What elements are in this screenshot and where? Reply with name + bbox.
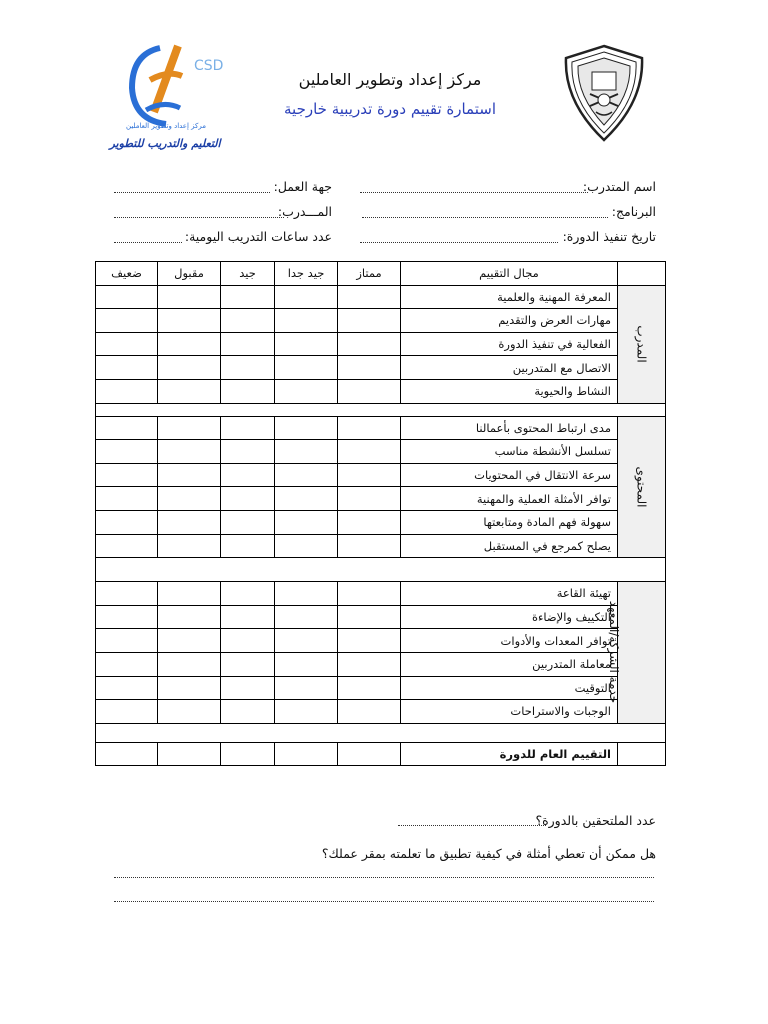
- item-cell: مهارات العرض والتقديم: [401, 309, 618, 333]
- participants-question: عدد الملتحقين بالدورة؟: [535, 813, 656, 828]
- item-cell: التكييف والإضاءة: [401, 605, 618, 629]
- rating-cell[interactable]: [221, 629, 275, 653]
- examples-answer-line-1[interactable]: [114, 877, 654, 878]
- rating-cell[interactable]: [275, 605, 338, 629]
- item-cell: سرعة الانتقال في المحتويات: [401, 463, 618, 487]
- rating-cell[interactable]: [96, 676, 158, 700]
- rating-cell[interactable]: [275, 356, 338, 380]
- table-row: [96, 605, 666, 629]
- table-row: [96, 676, 666, 700]
- rating-cell[interactable]: [338, 332, 401, 356]
- rating-cell[interactable]: [158, 582, 221, 606]
- rating-cell[interactable]: [221, 605, 275, 629]
- rating-cell[interactable]: [275, 652, 338, 676]
- rating-cell[interactable]: [275, 742, 338, 766]
- item-cell: المعرفة المهنية والعلمية: [401, 285, 618, 309]
- rating-cell[interactable]: [96, 605, 158, 629]
- overall-blank: [618, 742, 666, 766]
- program-label: البرنامج:: [611, 204, 656, 219]
- rating-cell[interactable]: [275, 582, 338, 606]
- rating-cell[interactable]: [96, 534, 158, 558]
- table-row: [96, 510, 666, 534]
- rating-cell[interactable]: [221, 652, 275, 676]
- rating-cell[interactable]: [96, 742, 158, 766]
- table-row: [96, 700, 666, 724]
- rating-cell[interactable]: [275, 332, 338, 356]
- logo-letters: CSD: [194, 58, 224, 74]
- header-evaluation-area: مجال التقييم: [401, 262, 618, 286]
- center-logo: [120, 40, 224, 130]
- daily-hours-label: عدد ساعات التدريب اليومية:: [184, 229, 332, 244]
- rating-cell[interactable]: [158, 285, 221, 309]
- rating-cell[interactable]: [96, 582, 158, 606]
- rating-cell[interactable]: [96, 652, 158, 676]
- overall-label: التقييم العام للدورة: [401, 742, 618, 766]
- trainee-name-label: اسم المتدرب:: [582, 179, 656, 194]
- table-row: [96, 487, 666, 511]
- section-trainer-label: المدرب: [618, 285, 666, 403]
- header-very-good: جيد جدا: [275, 262, 338, 286]
- rating-cell[interactable]: [96, 510, 158, 534]
- rating-cell[interactable]: [275, 534, 338, 558]
- rating-cell[interactable]: [221, 463, 275, 487]
- rating-cell[interactable]: [96, 416, 158, 440]
- item-cell: توافر المعدات والأدوات: [401, 629, 618, 653]
- rating-cell[interactable]: [221, 285, 275, 309]
- spacer-row: [96, 558, 666, 582]
- examples-question: هل ممكن أن تعطي أمثلة في كيفية تطبيق ما تعلمته بمقر عملك؟: [321, 846, 656, 861]
- table-row: [96, 440, 666, 464]
- rating-cell[interactable]: [221, 332, 275, 356]
- item-cell: تهيئة القاعة: [401, 582, 618, 606]
- rating-cell[interactable]: [338, 285, 401, 309]
- rating-cell[interactable]: [275, 285, 338, 309]
- rating-cell[interactable]: [96, 379, 158, 403]
- table-row: [96, 534, 666, 558]
- rating-cell[interactable]: [221, 487, 275, 511]
- rating-cell[interactable]: [338, 582, 401, 606]
- header-excellent: ممتاز: [338, 262, 401, 286]
- header-weak: ضعيف: [96, 262, 158, 286]
- rating-cell[interactable]: [158, 332, 221, 356]
- item-cell: النشاط والحيوية: [401, 379, 618, 403]
- rating-cell[interactable]: [338, 356, 401, 380]
- rating-cell[interactable]: [158, 309, 221, 333]
- rating-cell[interactable]: [275, 463, 338, 487]
- rating-cell[interactable]: [158, 652, 221, 676]
- rating-cell[interactable]: [158, 742, 221, 766]
- rating-cell[interactable]: [275, 309, 338, 333]
- section-service-label: خدمة الشركة/المعهد: [618, 582, 666, 724]
- rating-cell[interactable]: [338, 510, 401, 534]
- table-row: [96, 582, 666, 606]
- rating-cell[interactable]: [275, 440, 338, 464]
- rating-cell[interactable]: [275, 700, 338, 724]
- rating-cell[interactable]: [221, 742, 275, 766]
- item-cell: تسلسل الأنشطة مناسب: [401, 440, 618, 464]
- rating-cell[interactable]: [338, 440, 401, 464]
- rating-cell[interactable]: [221, 440, 275, 464]
- rating-cell[interactable]: [338, 463, 401, 487]
- rating-cell[interactable]: [96, 332, 158, 356]
- rating-cell[interactable]: [158, 700, 221, 724]
- item-cell: يصلح كمرجع في المستقبل: [401, 534, 618, 558]
- table-row: [96, 285, 666, 309]
- rating-cell[interactable]: [221, 309, 275, 333]
- rating-cell[interactable]: [158, 629, 221, 653]
- rating-cell[interactable]: [158, 416, 221, 440]
- spacer-row: [96, 403, 666, 416]
- center-name: مركز إعداد وتطوير العاملين: [298, 70, 482, 89]
- rating-cell[interactable]: [275, 676, 338, 700]
- rating-cell[interactable]: [221, 582, 275, 606]
- rating-cell[interactable]: [96, 487, 158, 511]
- rating-cell[interactable]: [158, 676, 221, 700]
- rating-cell[interactable]: [96, 629, 158, 653]
- rating-cell[interactable]: [96, 440, 158, 464]
- table-row: [96, 379, 666, 403]
- table-row: [96, 356, 666, 380]
- course-date-label: تاريخ تنفيذ الدورة:: [562, 229, 656, 244]
- rating-cell[interactable]: [221, 416, 275, 440]
- logo-caption: مركز إعداد وتطوير العاملين: [126, 122, 206, 130]
- item-cell: معاملة المتدربين: [401, 652, 618, 676]
- trainer-field[interactable]: [114, 217, 284, 218]
- rating-cell[interactable]: [158, 605, 221, 629]
- rating-cell[interactable]: [275, 416, 338, 440]
- header-good: جيد: [221, 262, 275, 286]
- rating-cell[interactable]: [96, 285, 158, 309]
- rating-cell[interactable]: [338, 700, 401, 724]
- rating-cell[interactable]: [338, 676, 401, 700]
- rating-cell[interactable]: [338, 534, 401, 558]
- item-cell: الوجبات والاستراحات: [401, 700, 618, 724]
- rating-cell[interactable]: [158, 510, 221, 534]
- table-row: [96, 332, 666, 356]
- header-acceptable: مقبول: [158, 262, 221, 286]
- rating-cell[interactable]: [275, 487, 338, 511]
- table-row: [96, 309, 666, 333]
- daily-hours-field[interactable]: [114, 242, 182, 243]
- rating-cell[interactable]: [158, 379, 221, 403]
- header-blank: [618, 262, 666, 286]
- logo-slogan: التعليم والتدريب للتطوير: [109, 137, 221, 150]
- examples-answer-line-2[interactable]: [114, 901, 654, 902]
- item-cell: التوقيت: [401, 676, 618, 700]
- rating-cell[interactable]: [158, 534, 221, 558]
- rating-cell[interactable]: [96, 356, 158, 380]
- trainee-name-field[interactable]: [360, 192, 588, 193]
- rating-cell[interactable]: [338, 629, 401, 653]
- rating-cell[interactable]: [338, 487, 401, 511]
- item-cell: مدى ارتباط المحتوى بأعمالنا: [401, 416, 618, 440]
- rating-cell[interactable]: [338, 742, 401, 766]
- item-cell: الفعالية في تنفيذ الدورة: [401, 332, 618, 356]
- rating-cell[interactable]: [338, 605, 401, 629]
- rating-cell[interactable]: [275, 379, 338, 403]
- trainer-label: المـــدرب:: [277, 204, 332, 219]
- spacer-row: [96, 723, 666, 742]
- rating-cell[interactable]: [158, 440, 221, 464]
- item-cell: الاتصال مع المتدربين: [401, 356, 618, 380]
- rating-cell[interactable]: [275, 629, 338, 653]
- item-cell: توافر الأمثلة العملية والمهنية: [401, 487, 618, 511]
- rating-cell[interactable]: [338, 309, 401, 333]
- rating-cell[interactable]: [221, 700, 275, 724]
- program-field[interactable]: [362, 217, 608, 218]
- section-content-label: المحتوى: [618, 416, 666, 558]
- rating-cell[interactable]: [338, 379, 401, 403]
- employer-label: جهة العمل:: [273, 179, 332, 194]
- rating-cell[interactable]: [338, 416, 401, 440]
- employer-field[interactable]: [114, 192, 270, 193]
- rating-cell[interactable]: [158, 463, 221, 487]
- rating-cell[interactable]: [158, 356, 221, 380]
- table-row: [96, 416, 666, 440]
- evaluation-table: [95, 261, 666, 766]
- rating-cell[interactable]: [275, 510, 338, 534]
- rating-cell[interactable]: [221, 356, 275, 380]
- university-seal: [562, 44, 646, 142]
- course-date-field[interactable]: [360, 242, 558, 243]
- item-cell: سهولة فهم المادة ومتابعتها: [401, 510, 618, 534]
- form-title: استمارة تقييم دورة تدريبية خارجية: [284, 100, 496, 118]
- rating-cell[interactable]: [338, 652, 401, 676]
- rating-cell[interactable]: [96, 463, 158, 487]
- rating-cell[interactable]: [221, 510, 275, 534]
- table-row: [96, 463, 666, 487]
- rating-cell[interactable]: [96, 700, 158, 724]
- rating-cell[interactable]: [96, 309, 158, 333]
- table-header-row: [96, 262, 666, 286]
- rating-cell[interactable]: [221, 379, 275, 403]
- rating-cell[interactable]: [221, 534, 275, 558]
- rating-cell[interactable]: [158, 487, 221, 511]
- rating-cell[interactable]: [221, 676, 275, 700]
- overall-row: [96, 742, 666, 766]
- participants-answer-field[interactable]: [398, 825, 546, 826]
